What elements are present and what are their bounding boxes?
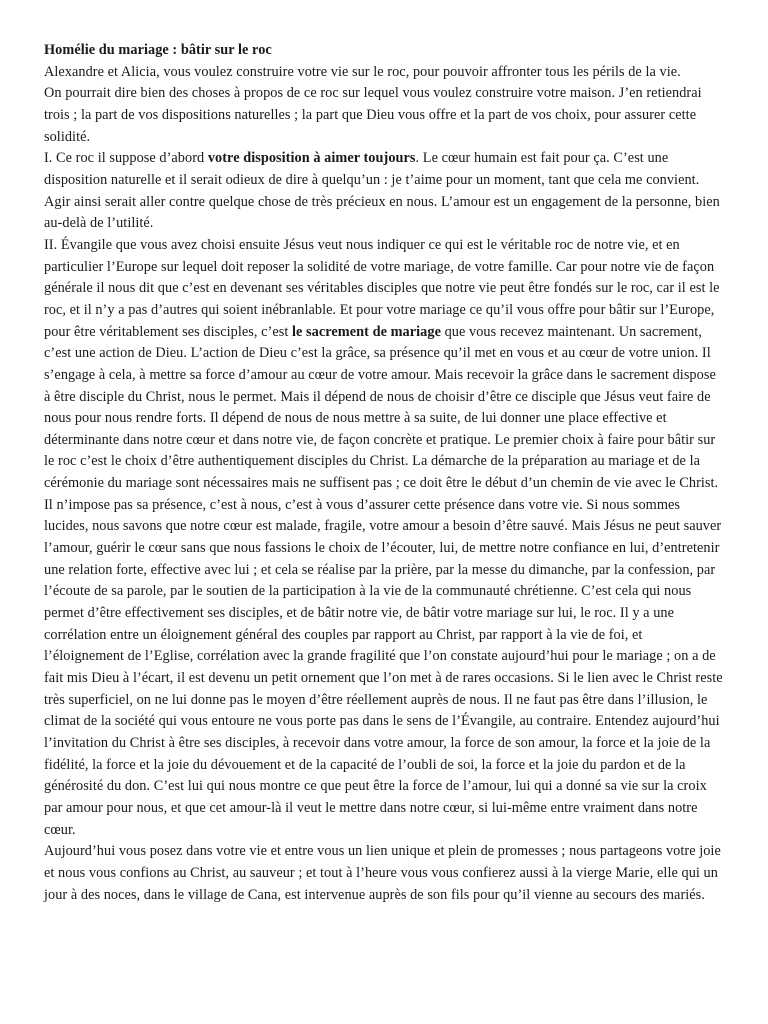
paragraph-gospel-emphasis: le sacrement de mariage	[292, 323, 441, 340]
paragraph-disposition-text-start: I. Ce roc il suppose d’abord	[44, 150, 208, 167]
paragraph-gospel-text-start: II. Évangile que vous avez choisi ensuite Jésus veut nous indiquer ce qui est le véritable roc de notre vie, et en particulier l’Europe sur lequel doit reposer la solidité de votre mariage, de votre famille. Car pour notre vie de façon générale il nous dit que c’est en devenant ses véritables disciples que notre vie peut être fondés sur le roc, car il est le roc, et il n’y a pas d’autres qui soient inébranlable. Et pour votre mariage ce qu’il vous offre pour bâtir sur l’Europe, pour être véritablement ses disciples, c’est	[44, 236, 720, 340]
paragraph-disposition-emphasis: votre disposition à aimer toujours	[207, 150, 416, 167]
document-title: Homélie du mariage : bâtir sur le roc	[44, 42, 272, 58]
paragraph-disposition-text-end: . Le cœur humain est fait pour ça. C’est une disposition naturelle et il serait odieux de dire à quelqu’un : je t’aime pour un moment, tant que cela me convient. Agir ainsi serait aller contre quelque chose de très précieux en nous. L’amour est un engagement de la personne, bien au-delà de l’utilité.	[44, 150, 720, 232]
paragraph-gospel	[44, 235, 724, 841]
paragraph-three-parts: On pourrait dire bien des choses à propos de ce roc sur lequel vous voulez construire votre maison. J’en retiendrai trois ; la part de vos dispositions naturelles ; la part que Dieu vous offre et la part de vos choix, pour assurer cette solidité.	[44, 85, 702, 145]
paragraph-gospel-text-end: que vous recevez maintenant. Un sacrement, c’est une action de Dieu. L’action de Dieu c’est la grâce, sa présence qu’il met en vous et au cœur de votre union. Il s’engage à cela, à mettre sa force d’amour au cœur de votre amour. Mais recevoir la grâce dans le sacrement dispose à être disciple du Christ, nous le permet. Mais il dépend de nous de choisir d’être ce disciple que Jésus veut faire de nous pour nous rendre forts. Il dépend de nous de nous mettre à sa suite, de lui donner une place effective et déterminante dans notre cœur et dans notre vie, de façon concrète et pratique. Le premier choix à faire pour bâtir sur le roc c’est le choix d’être authentiquement disciples du Christ. La démarche de la préparation au mariage et de la cérémonie du mariage sont nécessaires mais ne suffisent pas ; ce doit être le début d’un chemin de vie avec le Christ. Il n’impose pas sa présence, c’est à nous, c’est à vous d’assurer cette présence dans votre vie. Si nous sommes lucides, nous savons que notre cœur est malade, fragile, votre amour a besoin d’être sauvé. Mais Jésus ne peut sauver l’amour, guérir le cœur sans que nous fassions le choix de l’écouter, lui, de mettre notre confiance en lui, d’entretenir une relation forte, effective avec lui ; et cela se réalise par la prière, par la messe du dimanche, par la confession, par l’écoute de sa parole, par le soutien de la participation à la vie de la communauté chrétienne. C’est cela qui nous permet d’être effectivement ses disciples, et de bâtir notre vie, de bâtir votre mariage sur lui, le roc. Il y a une corrélation entre un éloignement général des couples par rapport au Christ, par rapport à la vie de foi, et l’éloignement de l’Eglise, corrélation avec la grande fragilité que l’on constate aujourd’hui pour le mariage ; on a de fait mis Dieu à l’écart, il est devenu un petit ornement que l’on met à de rares occasions. Si le lien avec le Christ reste très superficiel, on ne lui donne pas le moyen d’être réellement auprès de nous. Il ne faut pas être dans l’illusion, le climat de la société qui vous entoure ne vous porte pas dans le sens de l’Évangile, au contraire. Entendez aujourd’hui l’invitation du Christ à être ses disciples, à recevoir dans votre amour, la force de son amour, la force et la joie de la fidélité, la force et la joie du dévouement et de la capacité de l’oubli de soi, la force et la joie du pardon et de la générosité du don. C’est lui qui nous montre ce que peut être la force de l’amour, lui qui a donné sa vie sur la croix par amour pour nous, et que cet amour-là il veut le mettre dans notre cœur, si lui-même entre vraiment dans notre cœur.	[44, 323, 723, 838]
paragraph-conclusion: Aujourd’hui vous posez dans votre vie et entre vous un lien unique et plein de promesses ; nous partageons votre joie et nous vous confions au Christ, au sauveur ; et tout à l’heure vous vous confierez aussi à la vierge Marie, elle qui un jour à des noces, dans le village de Cana, est intervenue auprès de son fils pour qu’il vienne au secours des mariés.	[44, 843, 721, 903]
document-page	[44, 40, 724, 906]
paragraph-disposition	[44, 148, 724, 235]
paragraph-intro: Alexandre et Alicia, vous voulez construire votre vie sur le roc, pour pouvoir affronter tous les périls de la vie.	[44, 63, 681, 80]
